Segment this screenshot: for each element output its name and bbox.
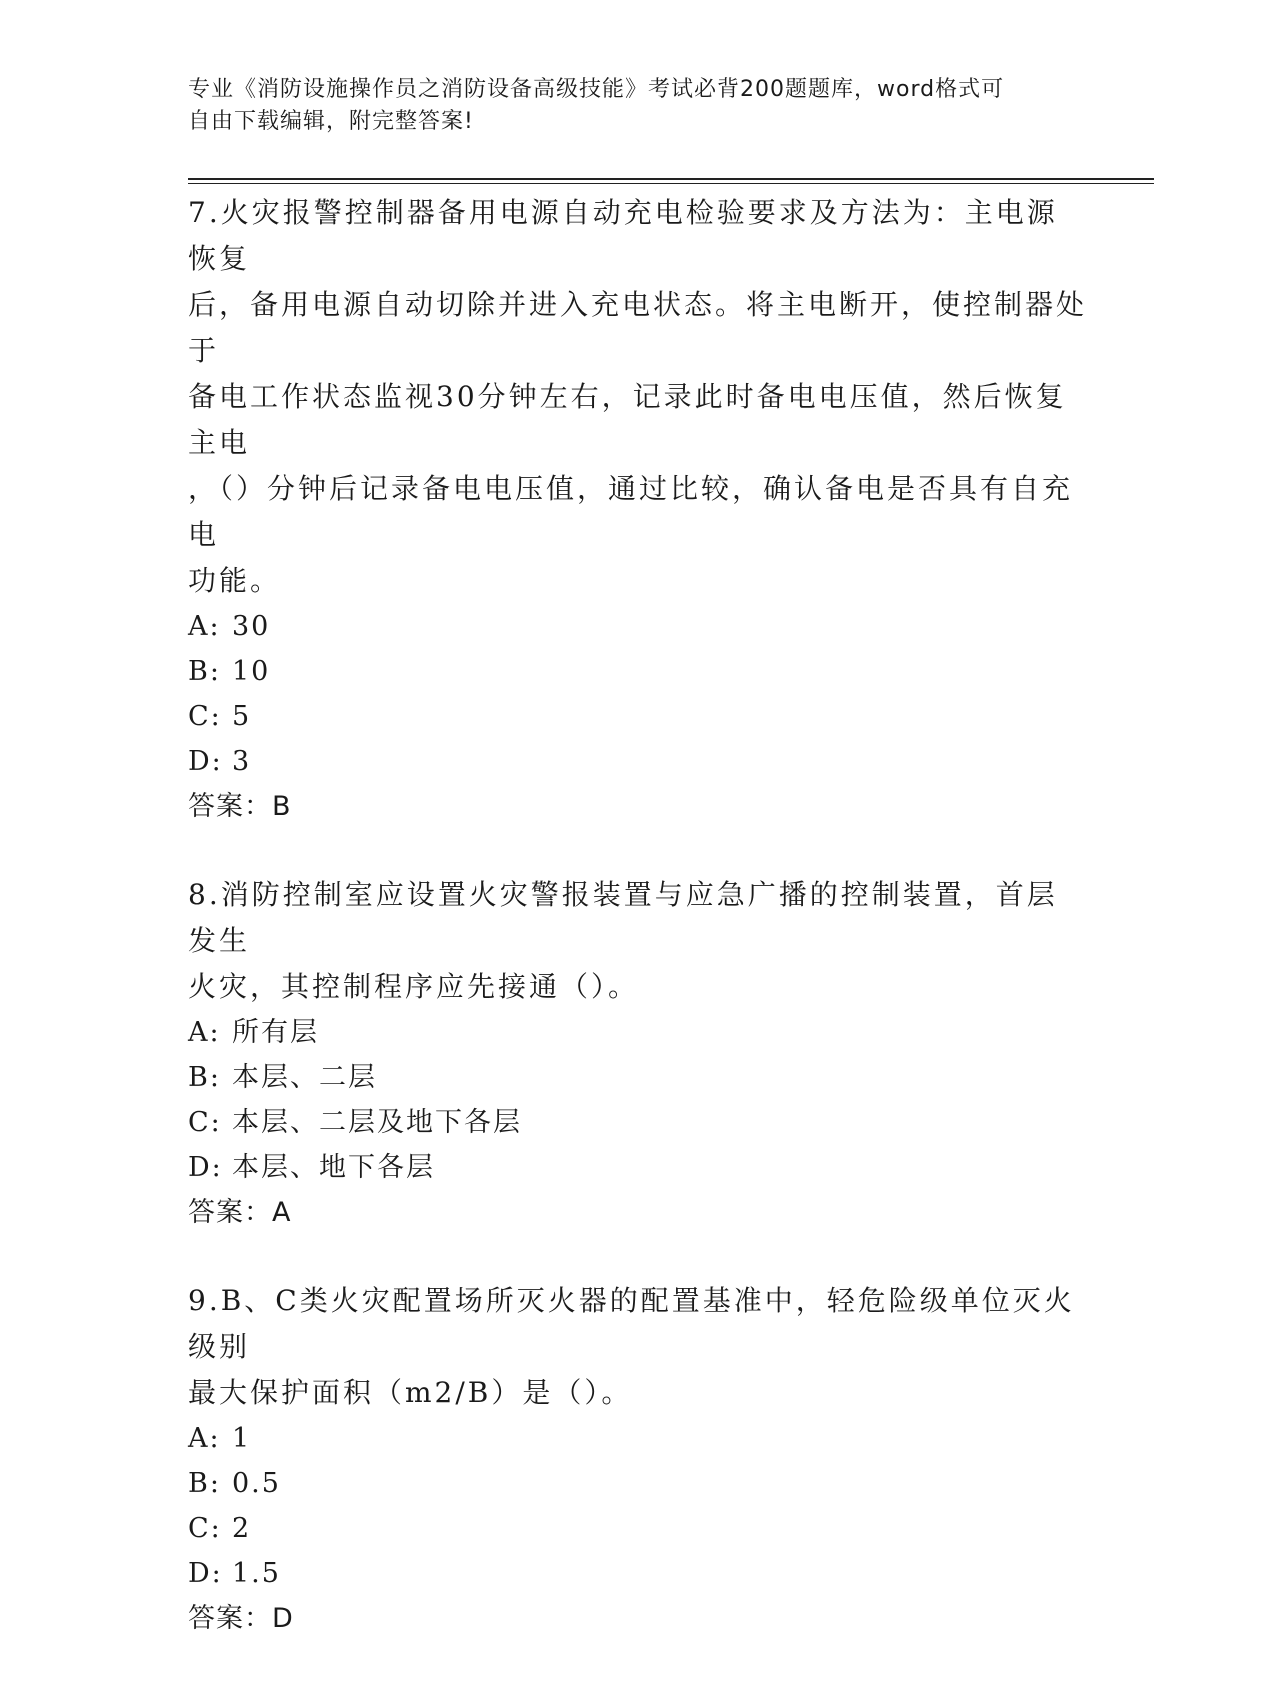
option-a (188, 1416, 1088, 1461)
option-key: C: (188, 1513, 222, 1544)
question-stem-line: 8.消防控制室应设置火灾警报装置与应急广播的控制装置，首层发生 (188, 878, 1058, 957)
question-stem-line: 备电工作状态监视30分钟左右，记录此时备电电压值，然后恢复主电 (188, 380, 1067, 459)
question-stem-line: 7.火灾报警控制器备用电源自动充电检验要求及方法为：主电源恢复 (188, 196, 1058, 275)
option-text: 1 (232, 1423, 252, 1454)
document-header (188, 74, 1068, 138)
option-text: 本层、二层 (232, 1062, 377, 1093)
option-b (188, 1055, 1088, 1100)
option-key: B: (188, 1468, 221, 1499)
question-9 (188, 1278, 1088, 1642)
question-stem-line: 火灾，其控制程序应先接通（）。 (188, 970, 640, 1003)
question-7 (188, 190, 1088, 830)
option-b (188, 649, 1088, 694)
option-text: 0.5 (232, 1468, 281, 1499)
option-text: 1.5 (232, 1558, 281, 1589)
option-text: 本层、地下各层 (232, 1152, 435, 1183)
question-list (188, 190, 1088, 1684)
option-text: 所有层 (232, 1017, 319, 1048)
header-line-1: 专业《消防设施操作员之消防设备高级技能》考试必背200题题库，word格式可 (188, 77, 1005, 102)
question-8 (188, 872, 1088, 1236)
question-stem-line: 后，备用电源自动切除并进入充电状态。将主电断开，使控制器处于 (188, 288, 1088, 367)
option-key: D: (188, 1152, 223, 1183)
option-c (188, 694, 1088, 739)
option-text: 本层、二层及地下各层 (232, 1107, 522, 1138)
option-text: 3 (232, 746, 252, 777)
option-d (188, 1551, 1088, 1596)
option-d (188, 1145, 1088, 1190)
option-key: D: (188, 746, 223, 777)
option-key: A: (188, 611, 221, 642)
option-key: C: (188, 701, 222, 732)
option-a (188, 604, 1088, 649)
option-c (188, 1100, 1088, 1145)
answer-line: 答案：A (188, 1197, 292, 1228)
question-stem-line: 功能。 (188, 564, 282, 597)
option-key: C: (188, 1107, 222, 1138)
option-key: A: (188, 1017, 221, 1048)
option-b (188, 1461, 1088, 1506)
question-stem-line: 最大保护面积（m2/B）是（）。 (188, 1376, 633, 1409)
option-c (188, 1506, 1088, 1551)
option-key: B: (188, 656, 221, 687)
option-a (188, 1010, 1088, 1055)
option-key: B: (188, 1062, 221, 1093)
header-line-2: 自由下载编辑，附完整答案! (188, 109, 474, 134)
option-text: 2 (232, 1513, 252, 1544)
option-text: 10 (232, 656, 271, 687)
option-text: 5 (232, 701, 252, 732)
option-text: 30 (232, 611, 271, 642)
option-key: A: (188, 1423, 221, 1454)
question-stem-line: 9.B、C类火灾配置场所灭火器的配置基准中，轻危险级单位灭火级别 (188, 1284, 1075, 1363)
header-divider-thick (188, 178, 1154, 180)
option-d (188, 739, 1088, 784)
question-stem-line: ，（）分钟后记录备电电压值，通过比较，确认备电是否具有自充电 (188, 472, 1074, 551)
answer-line: 答案：D (188, 1603, 294, 1634)
option-key: D: (188, 1558, 223, 1589)
answer-line: 答案：B (188, 791, 292, 822)
header-divider-thin (188, 183, 1154, 184)
